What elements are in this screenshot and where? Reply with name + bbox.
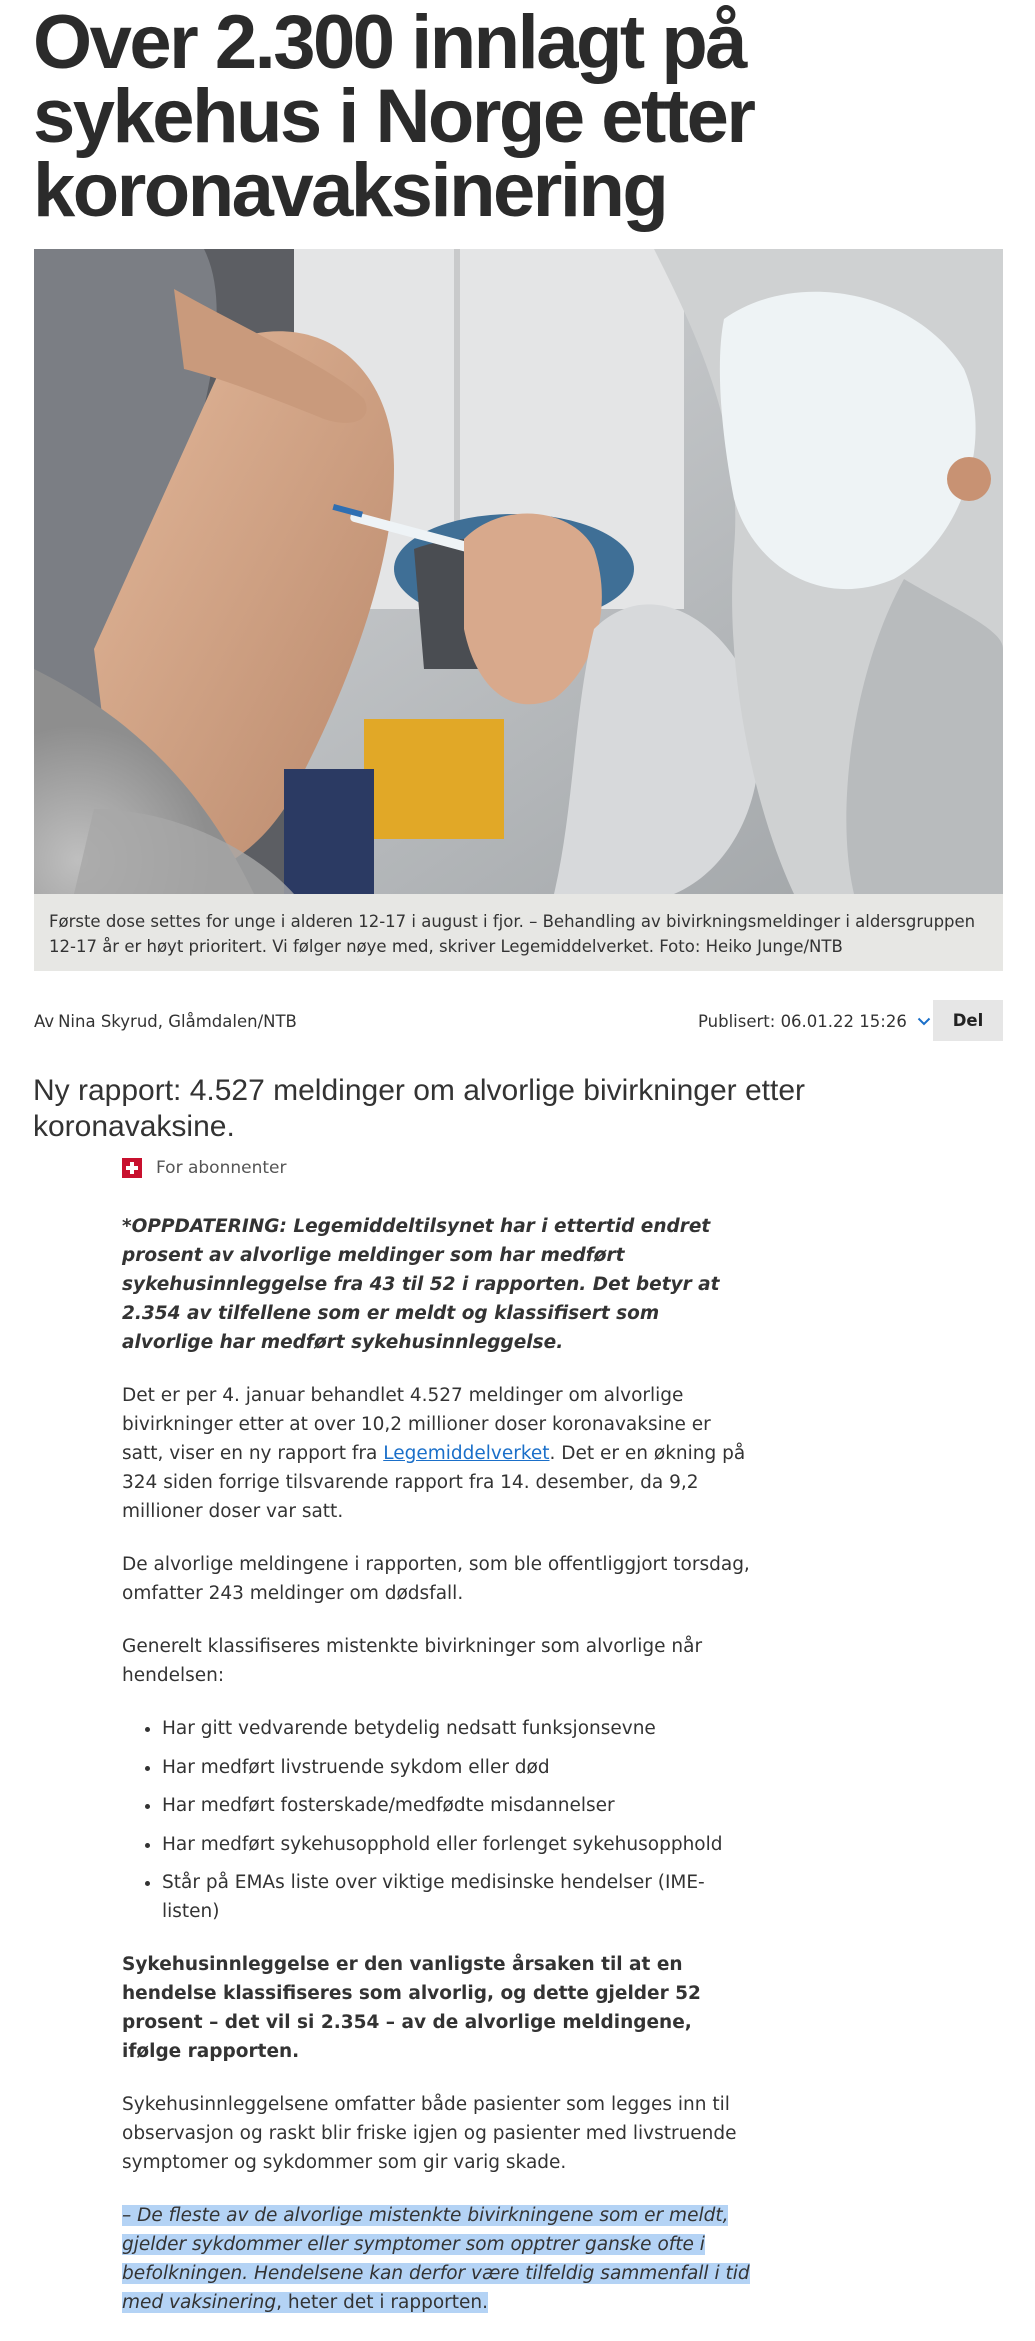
share-button[interactable]: Del [933,1000,1003,1041]
byline-prefix: Av [34,1012,55,1031]
paragraph-5: Sykehusinnleggelsene omfatter både pasienter som legges inn til observasjon og raskt blir friske igjen og pasienter med livstruende symptomer og sykdommer som gir varig skade. [122,2094,737,2173]
published-date: Publisert: 06.01.22 15:26 [698,1012,907,1031]
published-date-toggle[interactable] [698,1012,931,1031]
article-body [122,1212,752,2341]
legemiddelverket-link[interactable]: Legemiddelverket [383,1443,550,1464]
byline-author: Nina Skyrud, Glåmdalen/NTB [58,1012,297,1031]
list-item: • Har medført fosterskade/medfødte misdannelser [162,1791,752,1820]
paragraph-2: De alvorlige meldingene i rapporten, som ble offentliggjort torsdag, omfatter 243 meldinger om dødsfall. [122,1554,750,1604]
paragraph-1 [122,1381,752,1526]
quote-attribution: , heter det i rapporten. [276,2292,488,2313]
list-item: • Har gitt vedvarende betydelig nedsatt funksjonsevne [162,1714,752,1743]
paragraph-3: Generelt klassifiseres mistenkte bivirkninger som alvorlige når hendelsen: [122,1636,703,1686]
byline [34,1012,297,1031]
article-figure [34,249,1003,971]
list-item: • Har medført sykehusopphold eller forlenget sykehusopphold [162,1830,752,1859]
update-notice: *OPPDATERING: Legemiddeltilsynet har i ettertid endret prosent av alvorlige meldinger som har medført sykehusinnleggelse fra 43 til 52 i rapporten. Det betyr at 2.354 av tilfellene som er meldt og klassifisert som alvorlige har medført sykehusinnleggelse. [122,1216,720,1353]
paragraph-1-after: . Det er en økning på 324 siden forrige tilsvarende rapport fra 14. desember, da 9,2 millioner doser var satt. [122,1443,746,1522]
quote-text: – De fleste av de alvorlige mistenkte bivirkningene som er meldt, gjelder sykdommer eller symptomer som opptrer ganske ofte i befolkningen. Hendelsene kan derfor være tilfeldig sammenfall i tid med vaksinering [122,2205,750,2313]
quote-paragraph [122,2201,752,2317]
paragraph-4: Sykehusinnleggelse er den vanligste årsaken til at en hendelse klassifiseres som alvorlig, og dette gjelder 52 prosent – det vil si 2.354 – av de alvorlige meldingene, ifølge rapporten. [122,1954,701,2062]
list-item: • Står på EMAs liste over viktige medisinske hendelser (IME-listen) [162,1868,752,1926]
criteria-list [122,1714,752,1926]
photo-caption: Første dose settes for unge i alderen 12-17 i august i fjor. – Behandling av bivirkningsmeldinger i aldersgruppen 12-17 år er høyt prioritert. Vi følger nøye med, skriver Legemiddelverket. Foto: Heiko Junge/NTB [34,894,1003,971]
plus-badge-icon [122,1158,142,1178]
lead-text: Ny rapport: 4.527 meldinger om alvorlige bivirkninger etter koronavaksine. [33,1074,806,1143]
vaccination-photo[interactable] [34,249,1003,894]
paragraph-1-before: Det er per 4. januar behandlet 4.527 meldinger om alvorlige bivirkninger etter at over 10,2 millioner doser koronavaksine er satt, viser en ny rapport fra [122,1385,711,1464]
chevron-down-icon [917,1017,931,1026]
subscriber-label [122,1158,286,1178]
headline: Over 2.300 innlagt på sykehus i Norge etter koronavaksinering [33,0,754,233]
list-item: • Har medført livstruende sykdom eller død [162,1753,752,1782]
subscriber-text: For abonnenter [156,1158,287,1178]
